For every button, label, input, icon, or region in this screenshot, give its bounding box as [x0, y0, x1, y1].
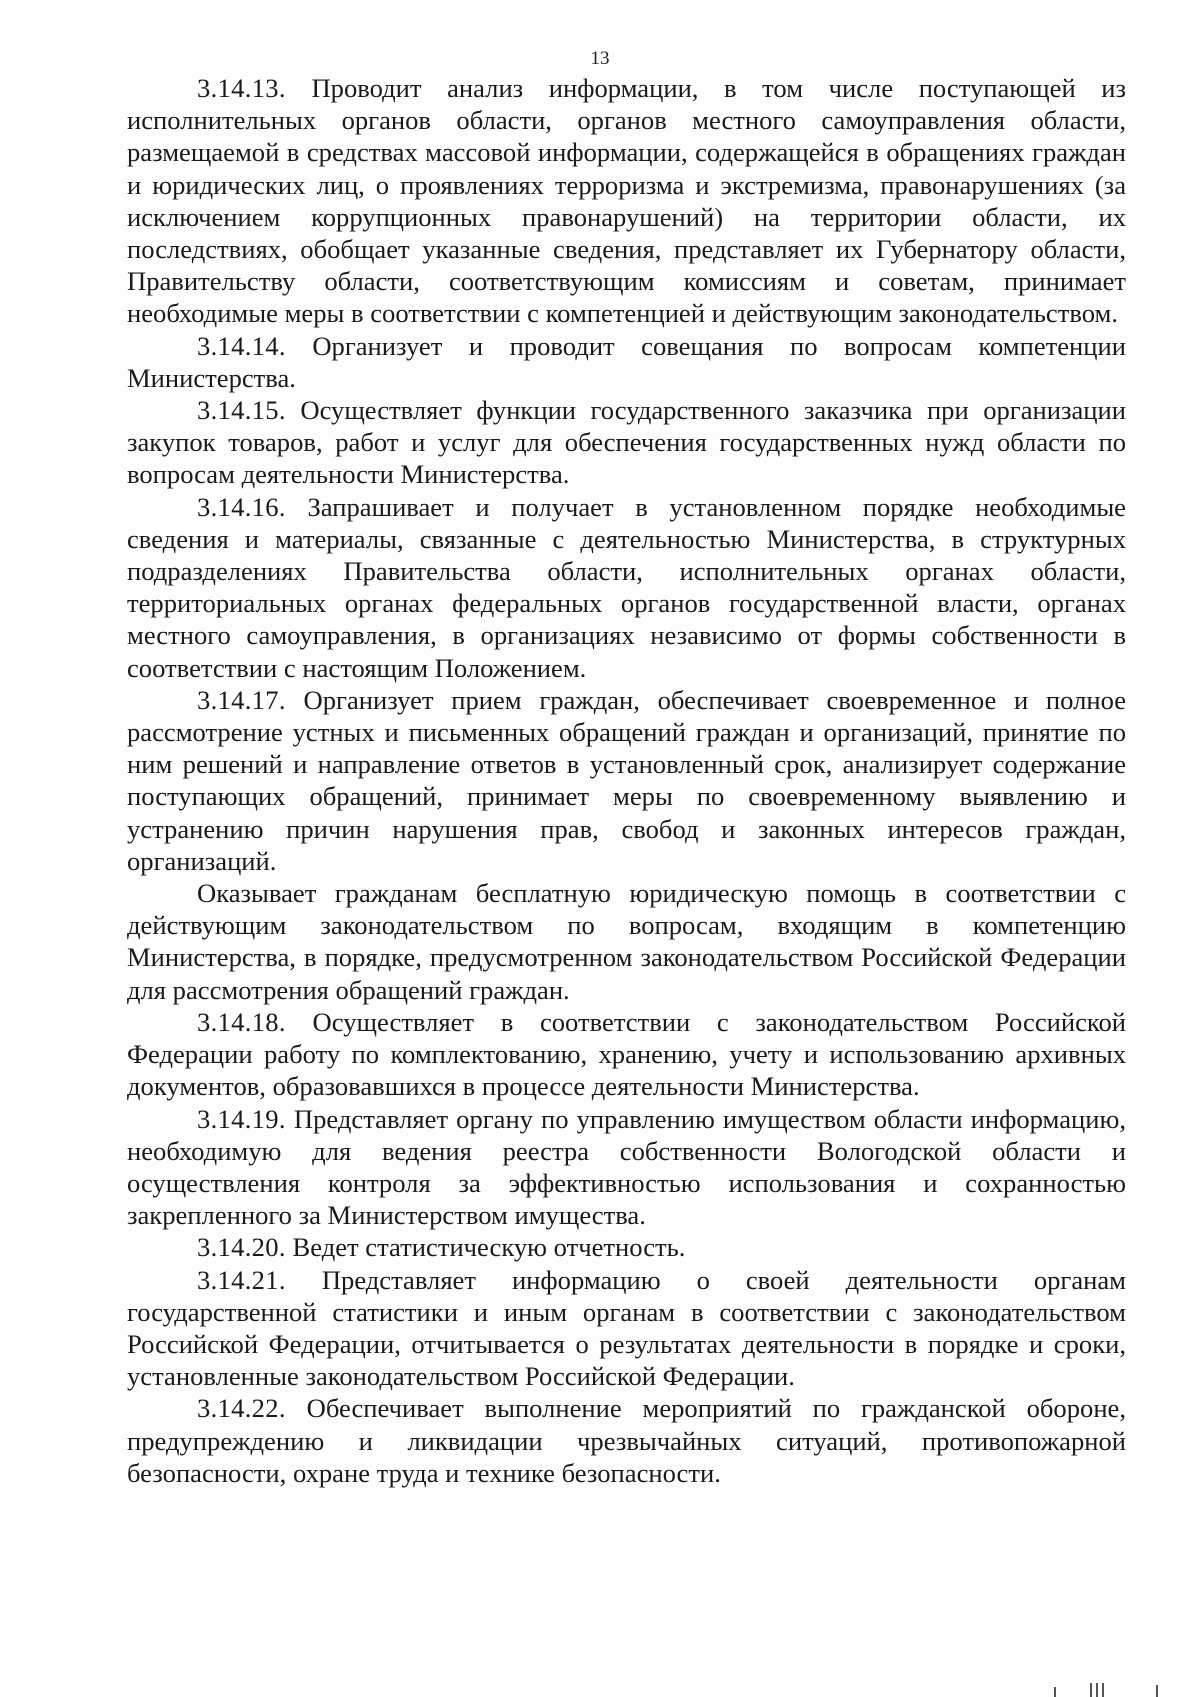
clause-text: Обеспечивает выполнение мероприятий по гражданской обороне, предупреждению и ликвидации чрезвычайных ситуаций, противопожарной безопасности, охране труда и технике безопасности.	[127, 1393, 1126, 1488]
paragraph-3-14-17-continued	[127, 877, 1126, 1006]
paragraph-3-14-19	[127, 1103, 1126, 1232]
clause-number: 3.14.19.	[197, 1103, 286, 1134]
scan-mark	[1054, 1687, 1056, 1697]
scan-mark	[1156, 1685, 1158, 1697]
clause-text: Организует прием граждан, обеспечивает своевременное и полное рассмотрение устных и письменных обращений граждан и организаций, принятие по ним решений и направление ответов в установленный срок, анализирует содержание поступающих обращений, принимает меры по своевременному выявлению и устранению причин нарушения прав, свобод и законных интересов граждан, организаций.	[127, 684, 1126, 876]
document-body	[127, 72, 1126, 1489]
paragraph-3-14-14	[127, 330, 1126, 394]
page-number: 13	[590, 48, 610, 69]
paragraph-3-14-22	[127, 1392, 1126, 1489]
clause-number: 3.14.18.	[197, 1006, 286, 1037]
clause-text: Представляет органу по управлению имуществом области информацию, необходимую для ведения реестра собственности Вологодской области и осуществления контроля за эффективностью использования и сохранностью закрепленного за Министерством имущества.	[127, 1103, 1126, 1231]
clause-number: 3.14.13.	[197, 73, 286, 103]
clause-text: Организует и проводит совещания по вопросам компетенции Министерства.	[127, 330, 1126, 393]
clause-text: Осуществляет в соответствии с законодательством Российской Федерации работу по комплектованию, хранению, учету и использованию архивных документов, образовавшихся в процессе деятельности Министерства.	[127, 1006, 1126, 1102]
paragraph-3-14-20	[127, 1231, 1126, 1263]
clause-number: 3.14.16.	[197, 491, 286, 522]
scan-mark	[1102, 1683, 1104, 1697]
clause-text: Представляет информацию о своей деятельности органам государственной статистики и иным органам в соответствии с законодательством Российской Федерации, отчитывается о результатах деятельности в порядке и сроки, установленные законодательством Российской Федерации.	[127, 1264, 1126, 1392]
scan-edge-marks	[1038, 1681, 1178, 1697]
paragraph-3-14-21	[127, 1264, 1126, 1393]
scan-mark	[1096, 1683, 1098, 1697]
paragraph-3-14-13	[127, 72, 1126, 330]
clause-text: Оказывает гражданам бесплатную юридическую помощь в соответствии с действующим законодательством по вопросам, входящим в компетенцию Министерства, в порядке, предусмотренном законодательством Российской Федерации для рассмотрения обращений граждан.	[127, 878, 1126, 1005]
clause-number: 3.14.21.	[197, 1264, 286, 1295]
paragraph-3-14-16	[127, 491, 1126, 684]
paragraph-3-14-18	[127, 1006, 1126, 1103]
clause-text: Проводит анализ информации, в том числе поступающей из исполнительных органов области, органов местного самоуправления области, размещаемой в средствах массовой информации, содержащейся в обращениях граждан и юридических лиц, о проявлениях терроризма и экстремизма, правонарушениях (за исключением коррупционных правонарушений) на территории области, их последствиях, обобщает указанные сведения, представляет их Губернатору области, Правительству области, соответствующим комиссиям и советам, принимает необходимые меры в соответствии с компетенцией и действующим законодательством.	[127, 73, 1126, 329]
clause-number: 3.14.22.	[197, 1393, 286, 1424]
paragraph-3-14-15	[127, 394, 1126, 491]
clause-number: 3.14.20.	[197, 1232, 286, 1263]
clause-text: Осуществляет функции государственного заказчика при организации закупок товаров, работ и услуг для обеспечения государственных нужд области по вопросам деятельности Министерства.	[127, 395, 1126, 490]
clause-text: Запрашивает и получает в установленном порядке необходимые сведения и материалы, связанные с деятельностью Министерства, в структурных подразделениях Правительства области, исполнительных органах области, территориальных органах федеральных органов государственной власти, органах местного самоуправления, в организациях независимо от формы собственности в соответствии с настоящим Положением.	[127, 491, 1126, 683]
clause-number: 3.14.14.	[197, 330, 286, 361]
scan-mark	[1090, 1683, 1092, 1697]
clause-number: 3.14.17.	[197, 684, 286, 715]
clause-text: Ведет статистическую отчетность.	[292, 1232, 686, 1263]
paragraph-3-14-17	[127, 684, 1126, 877]
clause-number: 3.14.15.	[197, 395, 286, 426]
